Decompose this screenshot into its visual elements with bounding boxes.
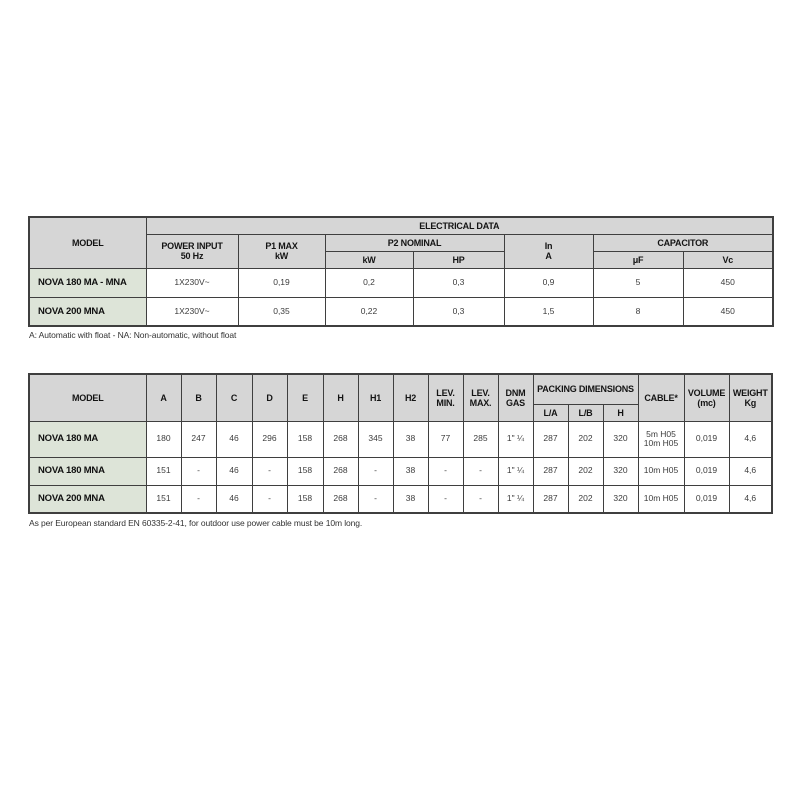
t2-lev-max-line1: LEV.	[471, 387, 490, 398]
t1-p1max-line1: P1 MAX	[265, 241, 298, 251]
table-row	[29, 421, 772, 457]
t2-volume-line2: (mc)	[697, 397, 716, 408]
value-cell: -	[252, 457, 287, 485]
t2-col-h2-header: H2	[393, 374, 428, 421]
t1-in-line1: In	[544, 241, 553, 251]
value-cell: 4,6	[729, 421, 772, 457]
value-cell: 151	[146, 485, 181, 513]
t2-model-header: MODEL	[29, 374, 146, 421]
t2-dnm-gas-header	[498, 374, 533, 421]
t2-packing-la-header: L/A	[533, 404, 568, 421]
value-cell: 1" ¼	[498, 485, 533, 513]
t2-weight-line1: WEIGHT	[732, 387, 768, 398]
value-cell: 247	[181, 421, 216, 457]
t1-in-header	[504, 234, 593, 268]
value-cell: 268	[323, 457, 358, 485]
value-cell: 0,3	[413, 268, 504, 297]
value-cell: -	[428, 457, 463, 485]
value-cell: 46	[216, 485, 252, 513]
t1-cap-vc-header: Vc	[683, 251, 773, 268]
t2-weight-line2: Kg	[744, 397, 757, 408]
value-cell: 46	[216, 421, 252, 457]
cable-line1: 5m H05	[646, 428, 676, 439]
value-cell: 202	[568, 457, 603, 485]
t2-volume-header	[684, 374, 729, 421]
value-cell: 4,6	[729, 485, 772, 513]
model-cell: NOVA 180 MNA	[29, 457, 146, 485]
model-cell: NOVA 200 MNA	[29, 485, 146, 513]
value-cell: 77	[428, 421, 463, 457]
t2-lev-max-header	[463, 374, 498, 421]
cable-cell	[638, 421, 684, 457]
value-cell: 46	[216, 457, 252, 485]
value-cell: 0,3	[413, 297, 504, 326]
t2-col-h-header: H	[323, 374, 358, 421]
t2-col-c-header: C	[216, 374, 252, 421]
value-cell: 158	[287, 485, 323, 513]
t2-volume-line1: VOLUME	[687, 387, 726, 398]
value-cell: 0,35	[238, 297, 325, 326]
value-cell: 345	[358, 421, 393, 457]
cable-cell: 10m H05	[638, 485, 684, 513]
t2-dnm-line1: DNM	[505, 387, 526, 398]
value-cell: 320	[603, 421, 638, 457]
value-cell: 287	[533, 421, 568, 457]
value-cell: 202	[568, 421, 603, 457]
value-cell: -	[181, 485, 216, 513]
t2-dnm-line2: GAS	[506, 397, 525, 408]
value-cell: 0,019	[684, 421, 729, 457]
model-cell: NOVA 180 MA	[29, 421, 146, 457]
value-cell: 5	[593, 268, 683, 297]
value-cell: 202	[568, 485, 603, 513]
t2-packing-header: PACKING DIMENSIONS	[533, 374, 638, 404]
t2-col-d-header: D	[252, 374, 287, 421]
t2-packing-lb-header: L/B	[568, 404, 603, 421]
table-row	[29, 485, 772, 513]
value-cell: 0,19	[238, 268, 325, 297]
t2-packing-h-header: H	[603, 404, 638, 421]
t2-col-e-header: E	[287, 374, 323, 421]
t1-in-line2: A	[545, 251, 552, 261]
value-cell: 285	[463, 421, 498, 457]
t2-lev-max-line2: MAX.	[469, 397, 492, 408]
t2-col-a-header: A	[146, 374, 181, 421]
value-cell: 158	[287, 421, 323, 457]
electrical-data-table	[28, 216, 774, 327]
value-cell: -	[463, 485, 498, 513]
value-cell: 0,019	[684, 485, 729, 513]
value-cell: 1" ¼	[498, 457, 533, 485]
t1-p2-kw-header: kW	[325, 251, 413, 268]
t2-lev-min-line2: MIN.	[436, 397, 455, 408]
t2-lev-min-header	[428, 374, 463, 421]
value-cell: 38	[393, 485, 428, 513]
t1-p2nominal-header: P2 NOMINAL	[325, 234, 504, 251]
value-cell: 38	[393, 457, 428, 485]
value-cell: 0,9	[504, 268, 593, 297]
t1-power-input-header	[146, 234, 238, 268]
t1-cap-uf-header: μF	[593, 251, 683, 268]
value-cell: 320	[603, 485, 638, 513]
t2-cable-header: CABLE*	[638, 374, 684, 421]
value-cell: -	[181, 457, 216, 485]
t2-col-b-header: B	[181, 374, 216, 421]
value-cell: 0,2	[325, 268, 413, 297]
value-cell: 0,22	[325, 297, 413, 326]
t1-title: ELECTRICAL DATA	[146, 217, 773, 234]
t1-power-input-line2: 50 Hz	[180, 251, 204, 261]
value-cell: 1X230V~	[146, 297, 238, 326]
value-cell: 180	[146, 421, 181, 457]
value-cell: 268	[323, 421, 358, 457]
value-cell: -	[463, 457, 498, 485]
value-cell: 296	[252, 421, 287, 457]
value-cell: -	[358, 457, 393, 485]
table-row	[29, 457, 772, 485]
value-cell: -	[428, 485, 463, 513]
value-cell: 8	[593, 297, 683, 326]
value-cell: 268	[323, 485, 358, 513]
value-cell: -	[252, 485, 287, 513]
value-cell: 1X230V~	[146, 268, 238, 297]
table-row	[29, 268, 773, 297]
t1-p1max-header	[238, 234, 325, 268]
t1-p1max-line2: kW	[274, 251, 289, 261]
t1-power-input-line1: POWER INPUT	[161, 241, 223, 251]
value-cell: 450	[683, 268, 773, 297]
value-cell: 287	[533, 457, 568, 485]
value-cell: 320	[603, 457, 638, 485]
t1-p2-hp-header: HP	[413, 251, 504, 268]
cable-line2: 10m H05	[643, 438, 679, 448]
model-cell: NOVA 200 MNA	[29, 297, 146, 326]
t2-lev-min-line1: LEV.	[436, 387, 455, 398]
dimensions-table	[28, 373, 773, 514]
value-cell: 151	[146, 457, 181, 485]
t2-col-h1-header: H1	[358, 374, 393, 421]
value-cell: 4,6	[729, 457, 772, 485]
value-cell: 1,5	[504, 297, 593, 326]
value-cell: 38	[393, 421, 428, 457]
value-cell: -	[358, 485, 393, 513]
electrical-footnote: A: Automatic with float - NA: Non-automatic, without float	[29, 330, 237, 340]
t1-capacitor-header: CAPACITOR	[593, 234, 773, 251]
table-row	[29, 297, 773, 326]
t2-weight-header	[729, 374, 772, 421]
value-cell: 287	[533, 485, 568, 513]
value-cell: 450	[683, 297, 773, 326]
t1-model-header: MODEL	[29, 217, 146, 268]
model-cell: NOVA 180 MA - MNA	[29, 268, 146, 297]
value-cell: 158	[287, 457, 323, 485]
cable-cell: 10m H05	[638, 457, 684, 485]
value-cell: 0,019	[684, 457, 729, 485]
value-cell: 1" ¼	[498, 421, 533, 457]
cable-footnote: As per European standard EN 60335-2-41, for outdoor use power cable must be 10m long.	[29, 518, 363, 528]
